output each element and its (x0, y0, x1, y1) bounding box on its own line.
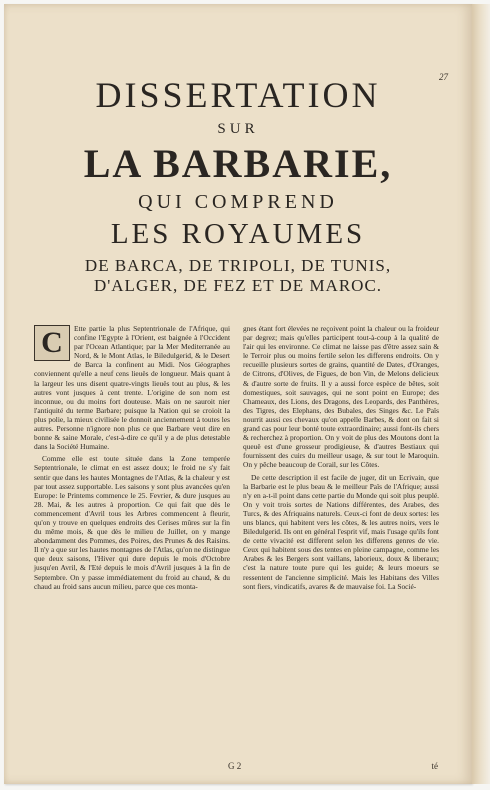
title-qui-comprend: QUI COMPREND (138, 191, 338, 213)
left-column (34, 324, 230, 594)
paragraph-text: Ette partie la plus Septentrionale de l'Afrique, qui confine l'Egypte à l'Orient, est baignée à l'Occident par l'Ocean Atlantique; par la Mer Mediterranée au Nord, & le Mont Atlas, le Biledulgerid, & le Desert de Barca la confinent au Midi. Nos Géographes conviennent qu'elle a neuf cens lieuës de longueur. Mais quant à la largeur les uns disent quatre-vingts lieuës tout au plus, & les autres vont jusques à cent trente. L'origine de son nom est inconnue, ou du moins fort douteuse. Mais on ne sauroit nier l'antiquité du terme Barbare; puisque la Nation qui se croioit la plus polie, la mieux civilisée le donnoit anciennement à toutes les autres. Personne n'ignore non plus ce que Barbare veut dire en bonne & saine Morale, c'est-à-dire ce qu'il y a de plus detestable dans la Société Humaine. (34, 324, 230, 452)
page-number: 27 (439, 72, 448, 82)
title-kingdoms-line-1: DE BARCA, DE TRIPOLI, DE TUNIS, (84, 256, 392, 275)
paragraph (34, 324, 230, 451)
signature-mark: G 2 (228, 761, 242, 771)
title-dissertation: DISSERTATION (95, 75, 381, 115)
title-block (28, 76, 448, 296)
title-kingdoms-line-2: D'ALGER, DE FEZ ET DE MAROC. (93, 276, 383, 295)
page-edge (472, 4, 490, 784)
title-barbarie: LA BARBARIE, (83, 141, 393, 186)
paragraph: gnes étant fort élevées ne reçoivent point la chaleur ou la froideur par degrez; mais qu'elles participent tout-à-coup à la qualité de l'air qui les environne. Ce climat ne laisse pas d'être assez sain & le Terroir plus ou moins fertile selon les differens endroits. On y recueille plusieurs sortes de grains, quantité de Dates, d'Oranges, de Citrons, d'Olives, de Figues, de bon Vin, de Melons delicieux & d'autre sorte de fruits. Il y a aussi force espèce de bêtes, soit domestiques, soit sauvages, qui ne sont point en Europe; des Chameaux, des Lions, des Dragons, des Leopards, des Panthères, des Tigres, des Elephans, des Bubales, des Singes &c. Le Païs nourrit aussi ces chevaux qu'on appelle Barbes, & dont on fait si grand cas pour leur bonté toute extraordinaire; aussi font-ils chers & recherchez à proportion. On y voit de plus des Moutons dont la queuë est d'une grosseur prodigieuse, & d'autres Bestiaux qui fournissent des cuirs du meilleur usage, & sur tout le Maroquin. On y pêche beaucoup de Corail, sur les Côtes. (243, 324, 439, 470)
text-columns (34, 324, 439, 594)
title-sur: SUR (217, 121, 259, 137)
title-royaumes: LES ROYAUMES (110, 218, 366, 250)
catchword: té (431, 761, 438, 771)
decorated-initial: C (34, 325, 70, 361)
paragraph: De cette description il est facile de juger, dit un Ecrivain, que la Barbarie est le plus beau & le meilleur Païs de l'Afrique; aussi n'y en a-t-il point dans cette partie du Monde qui soit plus peuplé. On y voit trois sortes de Nations différentes, des Arabes, des Turcs, & des Afriquains naturels. Ceux-ci font de deux sortes: les uns blancs, qui habitent vers les côtes, & les autres noirs, vers le Biledulgerid. Ils ont en général l'esprit vif, mais l'usage qu'ils font de cette vivacité est different selon les differens genres de vie. Ceux qui habitent sous des tentes en pleine campagne, comme les Arabes & les Bergers sont vaillans, laborieux, doux & liberaux; c'est la nature toute pure qui les guide; & leurs moeurs se ressentent de l'ancienne simplicité. Mais les Habitans des Villes sont fiers, vindicatifs, avares & de mauvaise foi. La Socié- (243, 472, 439, 591)
right-column (243, 324, 439, 594)
book-page (4, 4, 472, 784)
paragraph: Comme elle est toute située dans la Zone temperée Septentrionale, le climat en est assez doux; le froid ne s'y fait sentir que dans les hautes Montagnes de l'Atlas, & la chaleur y est par tout assez supportable. Les saisons y sont plus avancées qu'en Europe: le Printems commence le 25. Fevrier, & dure jusques au 28. Mai, & les autres à proportion. Ce qui fait que dès le commencement d'Avril tous les Arbres commencent à fleurir, qu'on y trouve en quelques endroits des Cerises mûres sur la fin du même mois, & que dès le milieu de Juillet, on y mange abondamment des Pommes, des Poires, des Prunes & des Raisins. Il n'y a que sur les hautes montagnes de l'Atlas, qu'on ne distingue que deux saisons, l'Hiver qui dure depuis le mois d'Octobre jusqu'en Avril, & l'Eté depuis le mois d'Avril jusques à la fin de Septembre. On y passe immédiatement du froid au chaud, & du chaud au froid sans aucun milieu, parce que ces monta- (34, 454, 230, 591)
